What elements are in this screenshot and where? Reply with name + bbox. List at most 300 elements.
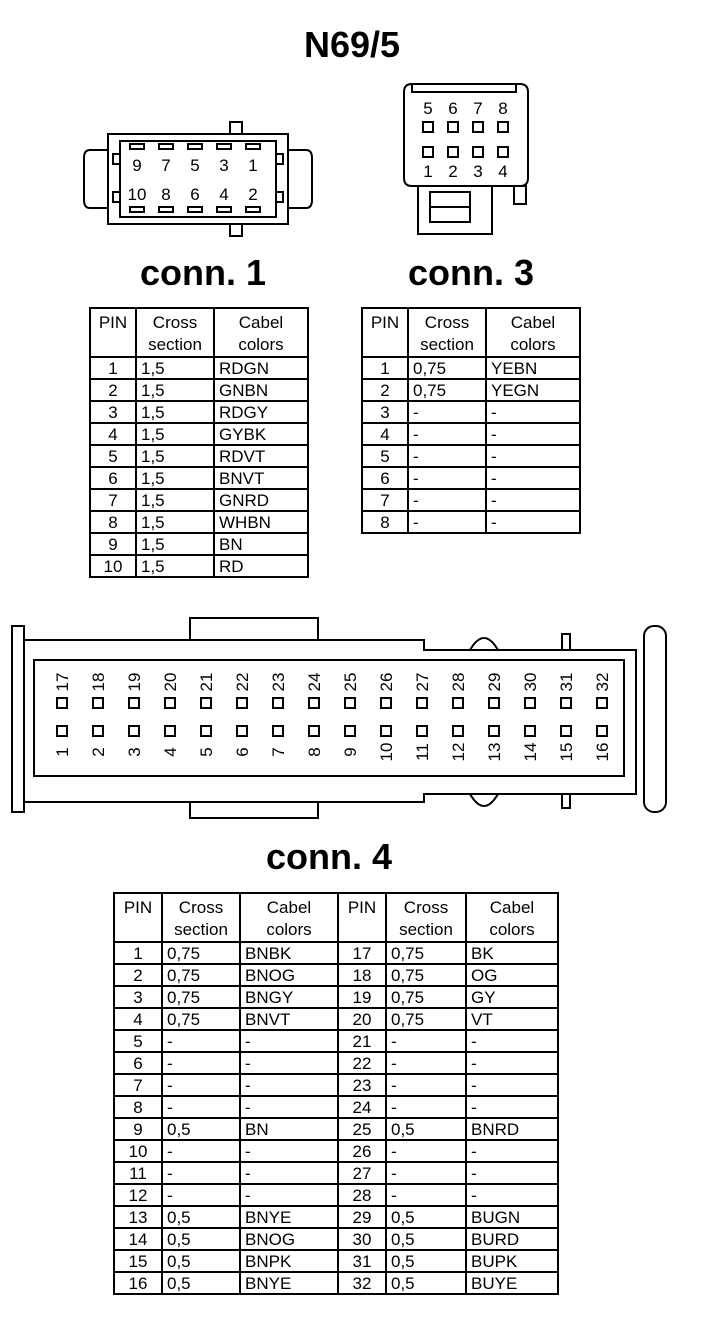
- pin-socket: [423, 122, 433, 132]
- pin-label: 2: [89, 747, 108, 757]
- cross-section-cell: 1,5: [136, 489, 214, 511]
- table-row: [90, 511, 308, 533]
- pin-label: 12: [449, 742, 468, 762]
- pin-cell-2: 20: [338, 1008, 386, 1030]
- cable-color-cell: RDGN: [214, 357, 308, 379]
- pin-socket: [237, 726, 247, 736]
- pin-label: 10: [377, 742, 396, 762]
- cross-section-cell: 0,75: [162, 986, 240, 1008]
- cross-section-cell: 0,5: [162, 1118, 240, 1140]
- pin-socket: [525, 726, 535, 736]
- pin-cell: 6: [90, 467, 136, 489]
- cross-section-cell: 0,75: [162, 964, 240, 986]
- cross-section-cell-2: 0,75: [386, 986, 466, 1008]
- pin-socket: [453, 698, 463, 708]
- pin-socket: [93, 726, 103, 736]
- cross-section-cell: 1,5: [136, 467, 214, 489]
- connector-1-right-latch: [288, 150, 312, 208]
- pin-cell-2: 18: [338, 964, 386, 986]
- cable-color-cell: YEBN: [486, 357, 580, 379]
- table-row: [362, 357, 580, 379]
- pin-cell-2: 26: [338, 1140, 386, 1162]
- pin-cell: 9: [114, 1118, 162, 1140]
- cross-section-cell: -: [408, 445, 486, 467]
- pin-socket: [525, 698, 535, 708]
- cross-section-cell-2: 0,5: [386, 1206, 466, 1228]
- pin-label: 22: [233, 672, 252, 692]
- cable-color-cell: -: [240, 1030, 338, 1052]
- pin-label: 11: [413, 743, 432, 761]
- pin-cell: 11: [114, 1162, 162, 1184]
- pin-socket: [159, 144, 173, 149]
- cable-color-cell: GYBK: [214, 423, 308, 445]
- pin-label: 24: [305, 672, 324, 692]
- table-row: [114, 1052, 558, 1074]
- cable-color-cell-2: BNRD: [466, 1118, 558, 1140]
- pin-socket: [489, 726, 499, 736]
- pin-socket: [246, 144, 260, 149]
- table-row: [114, 986, 558, 1008]
- pin-socket: [597, 726, 607, 736]
- pin-cell-2: 28: [338, 1184, 386, 1206]
- cable-color-cell: BNYE: [240, 1206, 338, 1228]
- cable-color-cell: BN: [214, 533, 308, 555]
- pin-socket: [130, 207, 144, 212]
- table-row: [114, 942, 558, 964]
- connector-1-table: [89, 307, 309, 578]
- connector-4-right-flange: [644, 626, 666, 812]
- pin-socket: [201, 726, 211, 736]
- pin-socket: [597, 698, 607, 708]
- pin-label: 4: [498, 162, 508, 181]
- cross-section-cell: 0,75: [408, 379, 486, 401]
- cross-section-cell: 1,5: [136, 533, 214, 555]
- pin-label: 13: [485, 742, 504, 762]
- connector-4-drawing: [12, 618, 666, 818]
- pin-label: 4: [161, 747, 180, 757]
- cable-color-cell: RDGY: [214, 401, 308, 423]
- table-row: [114, 1140, 558, 1162]
- pin-socket: [273, 698, 283, 708]
- pin-label: 9: [132, 156, 142, 175]
- table-row: [362, 489, 580, 511]
- pin-cell: 13: [114, 1206, 162, 1228]
- pin-socket: [381, 698, 391, 708]
- pin-cell: 3: [114, 986, 162, 1008]
- table-row: [90, 467, 308, 489]
- pin-cell: 10: [114, 1140, 162, 1162]
- pin-socket: [417, 698, 427, 708]
- table-row: [114, 1228, 558, 1250]
- table-header-row: [90, 308, 308, 357]
- pin-socket: [188, 144, 202, 149]
- pin-cell-2: 32: [338, 1272, 386, 1294]
- cable-color-cell: BNPK: [240, 1250, 338, 1272]
- connector-1-bottom-tab: [230, 224, 242, 236]
- cross-section-cell: 0,5: [162, 1250, 240, 1272]
- cable-colors-header: Cabel colors: [240, 893, 338, 942]
- table-header-row: [114, 893, 558, 942]
- table-row: [114, 964, 558, 986]
- pin-label: 26: [377, 672, 396, 692]
- pin-label: 8: [305, 747, 324, 757]
- cable-colors-header: Cabel colors: [214, 308, 308, 357]
- pin-cell: 8: [114, 1096, 162, 1118]
- pin-cell: 5: [90, 445, 136, 467]
- table-row: [114, 1096, 558, 1118]
- pin-label: 16: [593, 742, 612, 762]
- pin-label: 32: [593, 672, 612, 692]
- cross-section-cell: -: [162, 1074, 240, 1096]
- cross-section-cell: 0,75: [408, 357, 486, 379]
- pin-header: PIN: [362, 308, 408, 357]
- table-row: [362, 379, 580, 401]
- pin-socket: [453, 726, 463, 736]
- pin-cell: 5: [362, 445, 408, 467]
- pin-socket: [309, 698, 319, 708]
- pin-header: PIN: [90, 308, 136, 357]
- cable-color-cell: RDVT: [214, 445, 308, 467]
- cable-color-cell: GNBN: [214, 379, 308, 401]
- cable-color-cell-2: -: [466, 1162, 558, 1184]
- cross-section-cell-2: -: [386, 1096, 466, 1118]
- cable-color-cell: -: [486, 445, 580, 467]
- cross-section-cell-2: 0,75: [386, 1008, 466, 1030]
- table-row: [114, 1272, 558, 1294]
- pin-socket: [345, 698, 355, 708]
- pin-cell: 2: [362, 379, 408, 401]
- connector-1-top-tab: [230, 122, 242, 134]
- pin-socket: [93, 698, 103, 708]
- pin-cell: 7: [362, 489, 408, 511]
- cross-section-cell: 0,5: [162, 1228, 240, 1250]
- pin-socket: [489, 698, 499, 708]
- cross-section-cell: 0,5: [162, 1206, 240, 1228]
- cross-section-header: Cross section: [136, 308, 214, 357]
- pin-socket: [129, 726, 139, 736]
- cable-color-cell: -: [486, 401, 580, 423]
- pin-label: 2: [248, 185, 258, 204]
- pin-socket: [448, 122, 458, 132]
- pin-socket: [57, 698, 67, 708]
- pin-cell-2: 19: [338, 986, 386, 1008]
- cable-color-cell: -: [240, 1052, 338, 1074]
- cross-section-cell: 1,5: [136, 423, 214, 445]
- cable-color-cell: -: [486, 511, 580, 533]
- pin-cell: 6: [362, 467, 408, 489]
- cross-section-cell: 1,5: [136, 357, 214, 379]
- cross-section-cell-2: -: [386, 1052, 466, 1074]
- table-row: [362, 401, 580, 423]
- connector-1-inner: [120, 141, 276, 217]
- pin-cell: 14: [114, 1228, 162, 1250]
- pin-socket: [57, 726, 67, 736]
- cable-color-cell-2: -: [466, 1074, 558, 1096]
- cross-section-cell: -: [408, 489, 486, 511]
- pin-label: 25: [341, 672, 360, 692]
- pin-socket: [473, 147, 483, 157]
- cable-colors-header: Cabel colors: [486, 308, 580, 357]
- cable-color-cell: -: [486, 489, 580, 511]
- pin-label: 6: [190, 185, 200, 204]
- pin-label: 10: [127, 185, 147, 204]
- cable-color-cell: GNRD: [214, 489, 308, 511]
- pin-cell-2: 21: [338, 1030, 386, 1052]
- pin-header-2: PIN: [338, 893, 386, 942]
- table-row: [90, 401, 308, 423]
- cross-section-cell-2: 0,75: [386, 964, 466, 986]
- table-row: [114, 1162, 558, 1184]
- cable-color-cell-2: -: [466, 1096, 558, 1118]
- table-row: [362, 467, 580, 489]
- cross-section-cell: 1,5: [136, 511, 214, 533]
- cross-section-header: Cross section: [162, 893, 240, 942]
- cable-color-cell-2: -: [466, 1052, 558, 1074]
- pin-socket: [237, 698, 247, 708]
- connector-1-left-latch: [84, 150, 108, 208]
- connector-1-title: conn. 1: [140, 252, 267, 293]
- pin-cell-2: 30: [338, 1228, 386, 1250]
- cross-section-cell: 0,75: [162, 942, 240, 964]
- cable-color-cell: -: [486, 423, 580, 445]
- pin-label: 14: [521, 742, 540, 762]
- pin-socket: [381, 726, 391, 736]
- table-row: [90, 423, 308, 445]
- pin-cell: 9: [90, 533, 136, 555]
- pin-cell: 12: [114, 1184, 162, 1206]
- pin-cell-2: 17: [338, 942, 386, 964]
- pin-cell: 1: [362, 357, 408, 379]
- pin-cell: 7: [114, 1074, 162, 1096]
- pin-label: 6: [448, 99, 458, 118]
- cable-color-cell: WHBN: [214, 511, 308, 533]
- pin-socket: [498, 147, 508, 157]
- table-row: [114, 1008, 558, 1030]
- table-row: [90, 357, 308, 379]
- cable-color-cell: BNVT: [214, 467, 308, 489]
- cross-section-header: Cross section: [408, 308, 486, 357]
- cable-color-cell-2: BUYE: [466, 1272, 558, 1294]
- cross-section-cell: -: [408, 467, 486, 489]
- pin-label: 21: [197, 672, 216, 692]
- table-row: [90, 379, 308, 401]
- pin-socket: [129, 698, 139, 708]
- table-row: [362, 445, 580, 467]
- pin-label: 2: [448, 162, 458, 181]
- table-row: [90, 489, 308, 511]
- cable-color-cell: YEGN: [486, 379, 580, 401]
- table-row: [114, 1030, 558, 1052]
- table-row: [114, 1118, 558, 1140]
- cross-section-cell: -: [408, 423, 486, 445]
- cross-section-cell: -: [162, 1140, 240, 1162]
- pin-label: 19: [125, 672, 144, 692]
- pin-socket: [165, 726, 175, 736]
- pin-label: 5: [190, 156, 200, 175]
- pin-label: 7: [269, 747, 288, 757]
- pin-socket: [246, 207, 260, 212]
- connector-3-title: conn. 3: [408, 252, 535, 293]
- pin-label: 27: [413, 672, 432, 692]
- cable-color-cell: BN: [240, 1118, 338, 1140]
- pin-socket: [423, 147, 433, 157]
- cable-color-cell-2: -: [466, 1184, 558, 1206]
- connector-4-table: [113, 892, 559, 1295]
- table-header-row: [362, 308, 580, 357]
- pin-label: 30: [521, 672, 540, 692]
- pin-socket: [130, 144, 144, 149]
- pin-label: 8: [498, 99, 508, 118]
- pin-socket: [201, 698, 211, 708]
- table-row: [90, 555, 308, 577]
- cross-section-cell: 0,5: [162, 1272, 240, 1294]
- cross-section-cell-2: -: [386, 1074, 466, 1096]
- pin-label: 18: [89, 672, 108, 692]
- table-row: [90, 445, 308, 467]
- cross-section-cell: 1,5: [136, 379, 214, 401]
- pin-socket: [561, 698, 571, 708]
- pin-label: 1: [248, 156, 258, 175]
- connector-1-drawing: [84, 122, 312, 236]
- pin-cell: 16: [114, 1272, 162, 1294]
- pin-cell-2: 25: [338, 1118, 386, 1140]
- cable-color-cell: BNGY: [240, 986, 338, 1008]
- pin-cell: 8: [90, 511, 136, 533]
- pin-cell-2: 27: [338, 1162, 386, 1184]
- cable-color-cell-2: GY: [466, 986, 558, 1008]
- cross-section-cell: 1,5: [136, 401, 214, 423]
- pin-label: 8: [161, 185, 171, 204]
- pin-label: 7: [161, 156, 171, 175]
- cable-color-cell-2: BUPK: [466, 1250, 558, 1272]
- table-row: [114, 1074, 558, 1096]
- pin-cell: 4: [114, 1008, 162, 1030]
- cross-section-cell: -: [162, 1030, 240, 1052]
- cross-section-cell: 0,75: [162, 1008, 240, 1030]
- pin-label: 1: [53, 747, 72, 757]
- cross-section-cell: -: [162, 1162, 240, 1184]
- pin-label: 6: [233, 747, 252, 757]
- cross-section-header-2: Cross section: [386, 893, 466, 942]
- cable-color-cell: BNYE: [240, 1272, 338, 1294]
- pin-socket: [159, 207, 173, 212]
- cable-color-cell: BNBK: [240, 942, 338, 964]
- pin-socket: [273, 726, 283, 736]
- cross-section-cell-2: 0,5: [386, 1118, 466, 1140]
- pin-label: 1: [423, 162, 433, 181]
- pin-socket: [345, 726, 355, 736]
- pin-label: 3: [219, 156, 229, 175]
- pin-cell: 2: [90, 379, 136, 401]
- pin-cell-2: 22: [338, 1052, 386, 1074]
- pin-socket: [188, 207, 202, 212]
- pin-socket: [498, 122, 508, 132]
- cable-color-cell: -: [240, 1140, 338, 1162]
- cross-section-cell-2: -: [386, 1162, 466, 1184]
- table-row: [114, 1206, 558, 1228]
- pin-cell: 10: [90, 555, 136, 577]
- cable-color-cell-2: BUGN: [466, 1206, 558, 1228]
- pin-label: 23: [269, 672, 288, 692]
- pin-label: 17: [53, 672, 72, 692]
- pin-cell: 3: [90, 401, 136, 423]
- cable-color-cell-2: -: [466, 1030, 558, 1052]
- cable-color-cell-2: -: [466, 1140, 558, 1162]
- page-title: N69/5: [303, 24, 401, 65]
- table-row: [362, 511, 580, 533]
- pin-cell: 1: [90, 357, 136, 379]
- table-row: [114, 1184, 558, 1206]
- cable-color-cell: -: [240, 1096, 338, 1118]
- pin-socket: [417, 726, 427, 736]
- pin-socket: [473, 122, 483, 132]
- pin-cell: 7: [90, 489, 136, 511]
- table-row: [362, 423, 580, 445]
- pin-label: 29: [485, 672, 504, 692]
- cable-color-cell: -: [240, 1074, 338, 1096]
- pin-cell: 2: [114, 964, 162, 986]
- connector-4-title: conn. 4: [266, 836, 393, 877]
- cross-section-cell-2: 0,5: [386, 1228, 466, 1250]
- pin-socket: [561, 726, 571, 736]
- connector-4-left-flange: [12, 626, 24, 812]
- pin-cell-2: 31: [338, 1250, 386, 1272]
- pin-label: 9: [341, 747, 360, 757]
- pin-label: 15: [557, 742, 576, 762]
- pin-label: 5: [423, 99, 433, 118]
- pin-cell-2: 29: [338, 1206, 386, 1228]
- cable-color-cell-2: OG: [466, 964, 558, 986]
- cable-color-cell: -: [240, 1162, 338, 1184]
- pin-socket: [217, 144, 231, 149]
- cross-section-cell-2: -: [386, 1030, 466, 1052]
- pin-socket: [448, 147, 458, 157]
- cross-section-cell: -: [162, 1096, 240, 1118]
- pin-label: 3: [125, 747, 144, 757]
- connector-3-table: [361, 307, 581, 534]
- cable-color-cell-2: BK: [466, 942, 558, 964]
- cross-section-cell: 1,5: [136, 555, 214, 577]
- pin-label: 20: [161, 672, 180, 692]
- cross-section-cell: -: [162, 1184, 240, 1206]
- pin-label: 31: [557, 672, 576, 692]
- cable-colors-header-2: Cabel colors: [466, 893, 558, 942]
- pin-cell: 15: [114, 1250, 162, 1272]
- cable-color-cell: BNOG: [240, 964, 338, 986]
- cross-section-cell: -: [408, 401, 486, 423]
- pin-cell: 4: [90, 423, 136, 445]
- cable-color-cell: BNOG: [240, 1228, 338, 1250]
- table-row: [90, 533, 308, 555]
- pin-cell: 5: [114, 1030, 162, 1052]
- pin-cell: 8: [362, 511, 408, 533]
- pin-label: 7: [473, 99, 483, 118]
- pin-cell-2: 24: [338, 1096, 386, 1118]
- pin-label: 4: [219, 185, 229, 204]
- cable-color-cell: -: [240, 1184, 338, 1206]
- pin-socket: [309, 726, 319, 736]
- cable-color-cell: RD: [214, 555, 308, 577]
- pin-cell: 3: [362, 401, 408, 423]
- pin-cell-2: 23: [338, 1074, 386, 1096]
- cross-section-cell: 1,5: [136, 445, 214, 467]
- pin-label: 5: [197, 747, 216, 757]
- pin-socket: [165, 698, 175, 708]
- cross-section-cell-2: 0,75: [386, 942, 466, 964]
- cable-color-cell: -: [486, 467, 580, 489]
- table-row: [114, 1250, 558, 1272]
- cross-section-cell-2: -: [386, 1140, 466, 1162]
